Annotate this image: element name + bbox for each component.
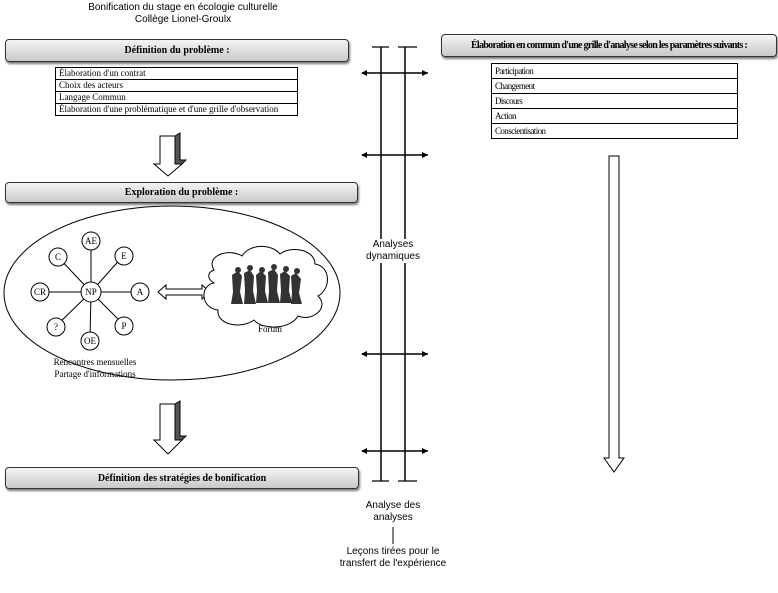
network-node-label: E — [121, 251, 127, 261]
grid-title-bar — [441, 34, 777, 57]
network-node-label: ? — [54, 322, 58, 332]
exploration-title: Exploration du problème : — [124, 187, 239, 198]
parameter-item: Conscientisation — [492, 124, 737, 139]
definition-table — [55, 67, 298, 116]
parameter-item: Action — [492, 109, 737, 124]
network-node-label: A — [136, 287, 144, 297]
header-line-2: Collège Lionel-Groulx — [134, 14, 232, 25]
lessons-label: Leçons tirées pour le transfert de l'expérience — [339, 546, 447, 569]
network-node-label: OE — [84, 336, 96, 346]
network-node-label: P — [121, 321, 127, 331]
strategies-bar — [5, 467, 359, 489]
strategies-title: Définition des stratégies de bonification — [97, 472, 267, 484]
network-node-label: C — [54, 252, 61, 262]
parameter-item: Changement — [492, 79, 737, 94]
parameters-table — [491, 63, 738, 139]
down-arrow-2 — [154, 401, 186, 454]
forum-label: Forum — [257, 324, 282, 334]
right-down-arrow — [604, 156, 624, 472]
definition-item: Langage Commun — [56, 92, 297, 104]
definition-item: Élaboration d'une problématique et d'une grille d'observation — [56, 104, 297, 116]
forum-cloud — [204, 246, 328, 327]
meetings-line-1: Rencontres mensuelles — [53, 357, 137, 367]
network-node-label: AE — [85, 236, 97, 246]
grid-title: Élaboration en commun d'une grille d'analyse selon les paramètres suivants : — [470, 40, 748, 51]
exploration-bar — [5, 182, 358, 203]
definition-item: Choix des acteurs — [56, 80, 297, 92]
meetings-label — [30, 356, 160, 380]
analyses-dynamic-label: Analyses dynamiques — [359, 239, 427, 263]
analyse-des-analyses-label: Analyse des analyses — [365, 500, 421, 523]
definition-title: Définition du problème : — [124, 45, 230, 56]
network-node-label: CR — [33, 287, 46, 297]
parameter-item: Participation — [492, 64, 737, 79]
meetings-line-2: Partage d'informations — [54, 369, 136, 379]
definition-bar — [5, 39, 349, 62]
header-line-1: Bonification du stage en écologie culturelle — [88, 2, 278, 13]
parameter-item: Discours — [492, 94, 737, 109]
network-center-label: NP — [85, 287, 97, 297]
down-arrow-1 — [154, 133, 186, 176]
definition-item: Élaboration d'un contrat — [56, 68, 297, 80]
